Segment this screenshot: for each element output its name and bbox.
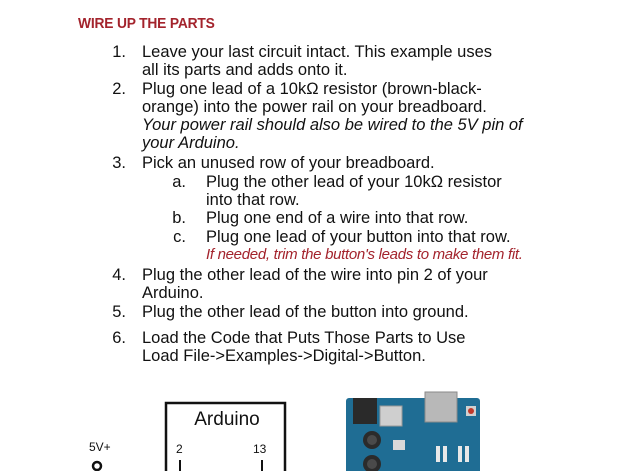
sub-text: into that row. [206,191,300,209]
step-number: 1. [112,43,126,61]
step-number: 2. [112,80,126,98]
sub-letter: a. [172,173,186,191]
step-number: 4. [112,266,126,284]
section-heading: WIRE UP THE PARTS [78,15,215,32]
sub-text: Plug the other lead of your 10kΩ resistor [206,173,502,191]
step-number: 5. [112,303,126,321]
arduino-board-image [346,392,480,471]
supply-label: 5V+ [89,440,111,454]
step-text: Plug one lead of a 10kΩ resistor (brown-black- [142,80,482,98]
step-text: Leave your last circuit intact. This example uses [142,43,493,61]
step-text: orange) into the power rail on your breadboard. [142,98,487,116]
step-text: Plug the other lead of the button into ground. [142,303,469,321]
step-number: 3. [112,154,126,172]
step-text: Load the Code that Puts Those Parts to Use [142,329,466,347]
supply-terminal [93,462,101,470]
wiring-diagram [0,390,628,471]
sub-note: If needed, trim the button's leads to make them fit. [206,246,523,263]
sub-text: Plug one lead of your button into that row. [206,228,511,246]
step-text: Load File->Examples->Digital->Button. [142,347,426,365]
pin-2-label: 2 [176,442,183,456]
step-text: Plug the other lead of the wire into pin 2 of your [142,266,488,284]
arduino-box-label: Arduino [194,409,260,430]
sub-letter: b. [172,209,186,227]
sub-letter: c. [173,228,186,246]
step-text: Arduino. [142,284,204,302]
sub-text: Plug one end of a wire into that row. [206,209,469,227]
step-note: Your power rail should also be wired to the 5V pin of [142,116,523,134]
step-text: Pick an unused row of your breadboard. [142,154,435,172]
step-number: 6. [112,329,126,347]
pin-13-label: 13 [253,442,267,456]
step-text: all its parts and adds onto it. [142,61,348,79]
step-note: your Arduino. [142,134,240,152]
